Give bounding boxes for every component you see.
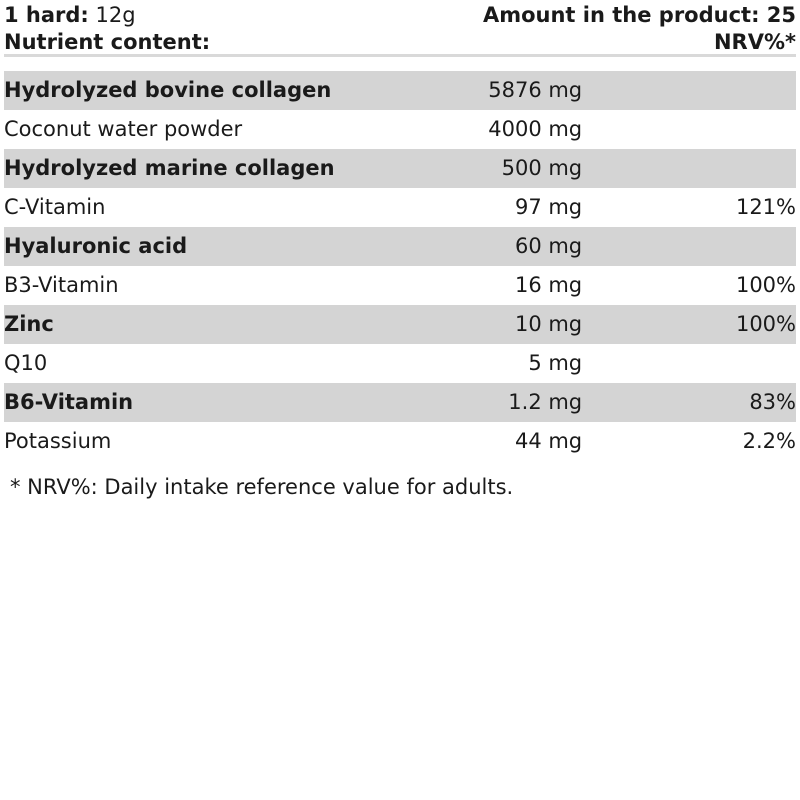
nutrient-nrv — [582, 71, 796, 110]
nutrient-amount: 4000 mg — [368, 110, 582, 149]
nutrient-content-label: Nutrient content: — [4, 30, 368, 56]
nutrient-name: Hyaluronic acid — [4, 227, 368, 266]
nutrient-name: Zinc — [4, 305, 368, 344]
nutrient-name: B3-Vitamin — [4, 266, 368, 305]
nutrient-nrv: 100% — [582, 305, 796, 344]
nutrient-nrv — [582, 110, 796, 149]
nutrient-name: Coconut water powder — [4, 110, 368, 149]
nutrient-amount: 5 mg — [368, 344, 582, 383]
nutrient-amount: 60 mg — [368, 227, 582, 266]
table-subheader-row — [4, 30, 796, 56]
table-row — [4, 110, 796, 149]
spacer-cell-nrv — [582, 56, 796, 72]
nutrient-name: Q10 — [4, 344, 368, 383]
table-row — [4, 149, 796, 188]
nutrient-nrv: 100% — [582, 266, 796, 305]
serving-size-label: 1 hard: — [4, 3, 89, 27]
table-header-row — [4, 0, 796, 30]
nutrient-nrv: 121% — [582, 188, 796, 227]
nutrition-table — [4, 0, 796, 461]
spacer-cell-name — [4, 56, 368, 72]
spacer-cell-amount — [368, 56, 582, 72]
table-row — [4, 188, 796, 227]
nutrient-amount: 500 mg — [368, 149, 582, 188]
table-row — [4, 266, 796, 305]
nutrient-amount: 10 mg — [368, 305, 582, 344]
nutrient-name: Potassium — [4, 422, 368, 461]
nutrient-name: Hydrolyzed marine collagen — [4, 149, 368, 188]
table-row — [4, 305, 796, 344]
nutrient-nrv — [582, 227, 796, 266]
subheader-spacer-cell — [368, 30, 582, 56]
nutrition-table-body — [4, 0, 796, 461]
nrv-header-label: NRV%* — [582, 30, 796, 56]
nutrient-amount: 5876 mg — [368, 71, 582, 110]
header-spacer-row — [4, 56, 796, 72]
nutrient-amount: 16 mg — [368, 266, 582, 305]
serving-size-cell — [4, 0, 368, 30]
nutrient-name: Hydrolyzed bovine collagen — [4, 71, 368, 110]
nutrient-nrv: 2.2% — [582, 422, 796, 461]
nutrient-amount: 44 mg — [368, 422, 582, 461]
table-row — [4, 422, 796, 461]
serving-size-value: 12g — [95, 3, 136, 27]
nutrient-name: B6-Vitamin — [4, 383, 368, 422]
table-row — [4, 383, 796, 422]
nutrient-amount: 97 mg — [368, 188, 582, 227]
nutrient-nrv — [582, 149, 796, 188]
table-row — [4, 71, 796, 110]
nutrient-name: C-Vitamin — [4, 188, 368, 227]
nrv-footnote: * NRV%: Daily intake reference value for adults. — [10, 475, 514, 500]
table-row — [4, 344, 796, 383]
amount-heading: Amount in the product: 25 — [482, 3, 796, 27]
nutrient-nrv — [582, 344, 796, 383]
table-row — [4, 227, 796, 266]
nutrient-amount: 1.2 mg — [368, 383, 582, 422]
nutrient-nrv: 83% — [582, 383, 796, 422]
